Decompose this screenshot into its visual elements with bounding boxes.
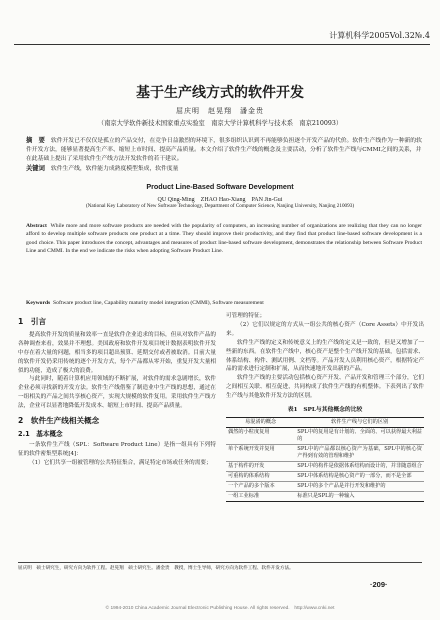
left-column — [18, 312, 216, 468]
section2-paragraph: 一条软件生产线（SPL：Software Product Line）是指一组具有下列特征的软件密集型系统[4]： — [18, 441, 216, 457]
table-row — [226, 427, 424, 444]
table-cell: 基于构件的开发 — [226, 461, 295, 471]
english-affiliation: (National Key Laboratory of New Software Technology, Department of Computer Science, Nanjing University, Nanjing 210093) — [85, 203, 355, 209]
affiliation: （南京大学软件新技术国家重点实验室 南京大学计算机科学与技术系 南京210093） — [97, 120, 343, 127]
journal-header: 计算机科学2005Vol.32№.4 — [329, 31, 430, 40]
table-row — [226, 491, 424, 501]
right-paragraph: （2）它们以规定的方式从一组公共的核心资产（Core Assets）中开发出来。 — [226, 321, 424, 337]
table-cell: 单个系统开发并复用 — [226, 444, 295, 461]
table-header: 软件生产线与它们的区别 — [295, 417, 424, 427]
page-number: ·209· — [370, 580, 388, 589]
table-cell: SPL中的复用是有计划的、全面的、可以获得最大利益的 — [295, 427, 424, 444]
subsection-heading: 2.1 基本概念 — [18, 429, 63, 438]
table-cell: 偶然的小粒度复用 — [226, 427, 295, 444]
right-paragraph: 软件生产线的主要活动包括核心资产开发、产品开发和管理三个部分，它们之间相互关联、相互促进，共同构成了软件生产线的有机整体。下表列出了软件生产线与其他软件开发方法的区别。 — [226, 375, 424, 400]
english-abstract-label: Abstract — [26, 223, 47, 229]
section1-paragraph: 与此同时，随着计算机应用领域的不断扩展，对软件的需求急剧增长，软件企业必须寻找新的开发方法。软件生产线借鉴了制造业中生产线的思想，通过在一组相关的产品之间共享核心资产，实现大规模的软件复用。采用软件生产线方法，企业可以显著地降低开发成本、缩短上市时间、提高产品质量。 — [18, 376, 216, 410]
right-paragraph: 软件生产线的定义和传统意义上的生产线的定义是一致的，但是又增加了一些新的东西。在软件生产线中，核心资产是整个生产线开发的基础，包括需求、体系结构、构件、测试用例、文档等。产品开发人员利用核心资产，根据特定产品的需求进行定制和扩展，从而快速地开发出新的产品。 — [226, 339, 424, 373]
table-cell: 标准只是SPL的一种输入 — [295, 491, 424, 501]
section2-heading: 2 软件生产线相关概念 — [18, 416, 100, 426]
right-column — [226, 312, 424, 502]
english-authors: QU Qing-Ming ZHAO Hao-Xiang PAN Jin-Gui — [157, 197, 283, 203]
table-cell: 可重构的体系结构 — [226, 471, 295, 481]
table-cell: SPL中的产品都以核心资产为基础，SPL中的核心资产得到有效的管理和维护 — [295, 444, 424, 461]
table-row — [226, 461, 424, 471]
abstract-cn-text: 软件开发已不仅仅是孤立的产品交付，在竞争日益激烈的环境下，很多组织认识到不再能够负担逐个开发产品的代价。软件生产线作为一种新的软件开发方法，能够显著提高生产率、缩短上市时间、提高产品质量。本文介绍了软件生产线的概念及主要活动，分析了软件生产线与CMMI之间的关系，并在此基础上提出了采用软件生产线方法开发软件的若干建议。 — [26, 138, 422, 162]
table-cell: SPL中的构件是依据体系结构而设计的，并非随意组合 — [295, 461, 424, 471]
english-keywords — [26, 300, 422, 306]
table-row — [226, 444, 424, 461]
english-abstract-text: While more and more software products are needed with the popularity of computers, an increasing number of organizations are realizing that they can no longer afford to develop multiple software products one product at a time. They should improve their productivity, and they find that product line-based software development is a good choice. This paper introduces the concept, advantages and measures of product line-based software development, demonstrates the relationship between Software Product Line and CMMI. In the end we indicate the risks when adopting Software Product Line. — [26, 223, 422, 255]
table-row — [226, 481, 424, 491]
table-row — [226, 471, 424, 481]
abstract-cn — [26, 136, 422, 164]
table-cell: 一组工业标准 — [226, 491, 295, 501]
table-cell: SPL中的多个产品是并行开发和维护的 — [295, 481, 424, 491]
header-rule — [14, 44, 430, 45]
table-cell: SPL中体系结构是核心资产的一部分，而不是全部 — [295, 471, 424, 481]
copyright-notice: © 1994-2010 China Academic Journal Electronic Publishing House. All rights reserved. http://www.cnki.net — [105, 606, 335, 611]
english-title: Product Line-Based Software Development — [146, 182, 294, 191]
keywords-cn-text: 软件生产线，软件能力成熟度模型集成，软件度量 — [50, 166, 179, 172]
footnote: 屈庆明 硕士研究生，研究方向为软件工程。赵晃翔 硕士研究生。潘金贵 教授，博士生导师，研究方向为软件工程、软件开发方法。 — [18, 562, 422, 571]
keywords-cn — [26, 164, 422, 174]
english-keywords-label: Keywords — [26, 300, 51, 306]
section1-paragraph: 提高软件开发的质量和效率一直是软件企业追求的目标，但从对软件产品的各种调查来看，效果并不理想。美国政府和软件开发项目统计数据表明软件开发中存在着大量的问题，相当多的项目超出预算、延期交付或者被取消。目前大量的软件开发仍采用传统的逐个开发方式，每个产品都从零开始，重复开发大量相似的功能，造成了极大的浪费。 — [18, 331, 216, 374]
section1-heading: 1 引言 — [18, 317, 47, 326]
paper-title: 基于生产线方式的软件开发 — [136, 85, 304, 101]
keywords-cn-label: 关键词 — [26, 165, 45, 172]
abstract-cn-label: 摘 要 — [26, 137, 45, 144]
comparison-table — [226, 417, 424, 502]
table-cell: 一个产品的多个版本 — [226, 481, 295, 491]
english-keywords-text: Software product line, Capability maturity model integration (CMMI), Software measurement — [53, 300, 264, 306]
authors: 屈庆明 赵晃翔 潘金贵 — [176, 107, 264, 115]
table-caption: 表1 SPL与其他概念的比较 — [287, 407, 363, 414]
right-intro: 可管理的特征； — [226, 313, 266, 319]
table-header: 易混淆的概念 — [226, 417, 295, 427]
section2-paragraph: （1）它们共享一组被管理的公共特征集合，满足特定市场或任务的需要； — [29, 459, 212, 466]
english-abstract — [26, 222, 422, 256]
